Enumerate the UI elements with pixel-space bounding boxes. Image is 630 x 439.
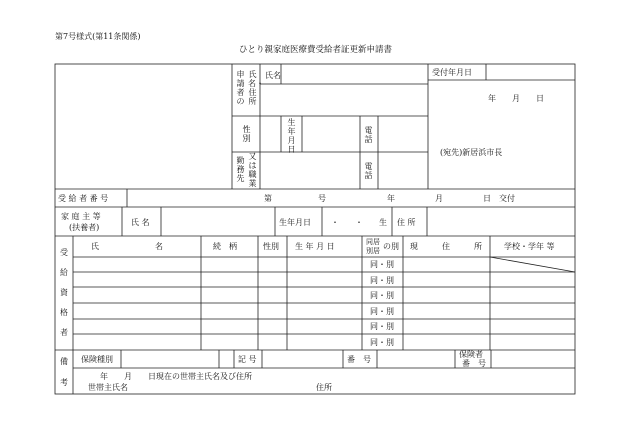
household-address-label: 住 所 bbox=[397, 218, 416, 227]
beneficiary-char-5: 者 bbox=[60, 328, 68, 337]
gender-label: 性別 bbox=[242, 125, 251, 143]
cohab-row-3: 同・別 bbox=[370, 291, 394, 300]
cohab-row-5: 同・別 bbox=[370, 322, 394, 331]
reception-date-label: 受付年月日 bbox=[432, 68, 472, 77]
reception-date-line: 年 月 日 bbox=[488, 94, 544, 103]
birth-label: 生年月日 bbox=[287, 118, 296, 154]
cohab-row-1: 同・別 bbox=[370, 260, 394, 269]
header-relation: 続 柄 bbox=[213, 242, 237, 251]
symbol-label: 記 号 bbox=[238, 355, 257, 364]
issue-date: 年 月 日 交付 bbox=[387, 194, 515, 203]
occupation-label: 又は職業 bbox=[248, 152, 257, 188]
header-cohab-suffix: の別 bbox=[383, 242, 399, 251]
beneficiary-char-1: 受 bbox=[60, 248, 68, 257]
form-number: 第7号様式(第11条関係) bbox=[55, 32, 141, 41]
cohab-row-6: 同・別 bbox=[370, 338, 394, 347]
beneficiary-char-4: 格 bbox=[60, 308, 68, 317]
household-birth-label: 生年月日 bbox=[279, 218, 311, 227]
insurance-type-label: 保険種別 bbox=[81, 355, 113, 364]
beneficiary-char-3: 資 bbox=[60, 288, 68, 297]
header-school: 学校・学年 等 bbox=[504, 242, 555, 251]
insurer-label-2: 番 号 bbox=[462, 359, 486, 368]
header-gender: 性別 bbox=[263, 242, 279, 251]
phone-label: 電話 bbox=[364, 126, 373, 144]
remarks-char-1: 備 bbox=[60, 357, 68, 366]
number-label: 番 号 bbox=[347, 355, 371, 364]
header-cohab-1: 同居 bbox=[366, 238, 380, 246]
remarks-char-2: 考 bbox=[60, 378, 68, 387]
recipient-number-label: 受 給 者 番 号 bbox=[58, 194, 109, 203]
applicant-name-label: 氏名 bbox=[265, 71, 281, 80]
cohab-row-4: 同・別 bbox=[370, 307, 394, 316]
phone2-label: 電話 bbox=[364, 162, 373, 180]
household-head-label: 家 庭 主 等 bbox=[61, 212, 101, 221]
recipient-dai: 第 bbox=[264, 194, 272, 203]
dependent-label: (扶養者) bbox=[69, 223, 100, 232]
household-name-label: 氏 名 bbox=[131, 218, 150, 227]
cohab-row-2: 同・別 bbox=[370, 276, 394, 285]
household-head-address-label: 住所 bbox=[316, 383, 332, 392]
household-head-name-label: 世帯主氏名 bbox=[88, 383, 128, 392]
applicant-label: 申請者の bbox=[236, 70, 245, 106]
remarks-note-1: 年 月 日現在の世帯主氏名及び住所 bbox=[100, 372, 252, 381]
workplace-label: 勤務先 bbox=[236, 156, 245, 183]
name-address-label: 氏名・住所 bbox=[248, 70, 264, 106]
form-title: ひとり親家庭医療費受給者証更新申請書 bbox=[239, 45, 393, 55]
beneficiary-char-2: 給 bbox=[60, 268, 68, 277]
header-birth: 生 年 月 日 bbox=[295, 242, 335, 251]
header-name: 氏 名 bbox=[91, 242, 163, 251]
recipient-go: 号 bbox=[318, 194, 326, 203]
addressee: (宛先)新居浜市長 bbox=[440, 148, 503, 157]
household-birth-value: ・ ・ 生 bbox=[331, 218, 387, 227]
header-address: 現 住 所 bbox=[410, 242, 482, 251]
header-cohab-2: 別居 bbox=[366, 247, 380, 255]
insurer-label-1: 保険者 bbox=[459, 350, 483, 359]
